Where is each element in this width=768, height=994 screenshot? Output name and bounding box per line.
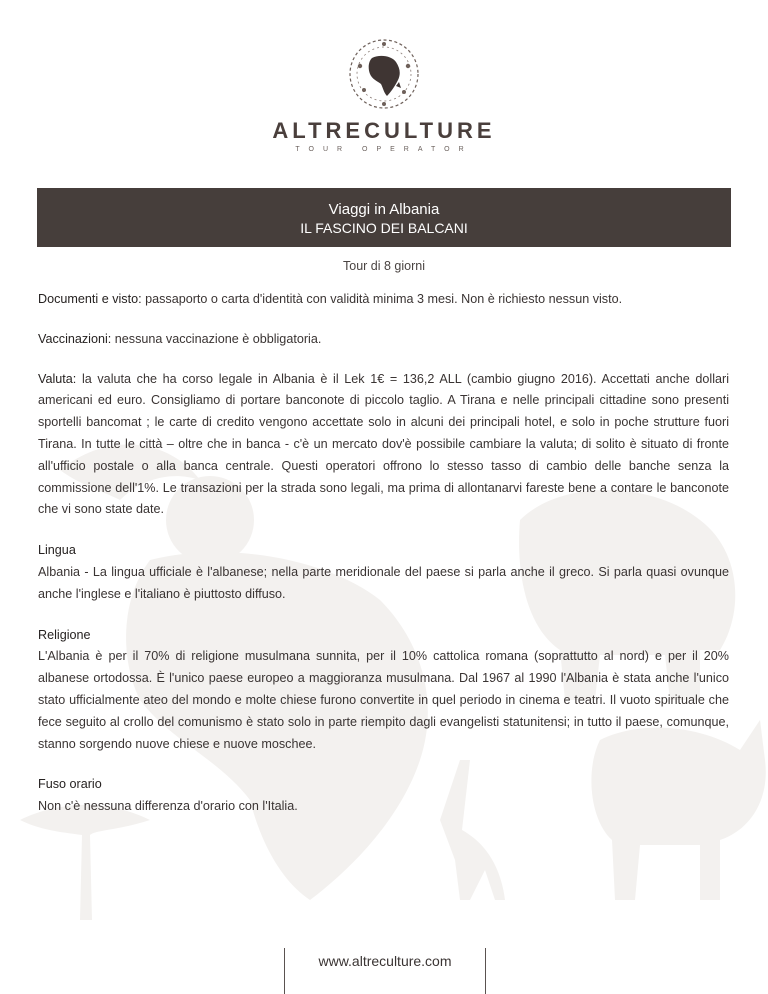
footer-divider-right — [485, 948, 486, 994]
document-body — [38, 289, 729, 818]
vaccinations-section — [38, 329, 729, 351]
vaccinations-label: Vaccinazioni: — [38, 331, 112, 346]
language-text: Albania - La lingua ufficiale è l'albanese; nella parte meridionale del paese si parla anche il greco. Si parla quasi ovunque anche l'inglese e l'italiano è piuttosto diffuso. — [38, 564, 729, 601]
page-subtitle: IL FASCINO DEI BALCANI — [300, 220, 468, 236]
tour-duration: Tour di 8 giorni — [343, 259, 425, 273]
language-heading: Lingua — [38, 543, 76, 558]
page-title: Viaggi in Albania — [328, 201, 440, 218]
vaccinations-text: nessuna vaccinazione è obbligatoria. — [114, 331, 322, 346]
africa-globe-logo-icon — [346, 36, 422, 112]
logo — [0, 36, 768, 153]
currency-section — [38, 369, 729, 522]
documents-label: Documenti e visto: — [38, 292, 142, 306]
currency-text: la valuta che ha corso legale in Albania è il Lek 1€ = 136,2 ALL (cambio giugno 2016). Accettati anche dollari americani ed euro. Consigliamo di portare banconote di piccolo taglio. A Tirana e nelle principali cittadine sono presenti sportelli bancomat ; le carte di credito vengono accettate solo in alcuni dei principali hotel, e solo in poche strutture fuori Tirana. In tutte le città – oltre che in banca - c'è un mercato dov'è possibile cambiare la valuta; di solito è situato di fronte all'ufficio postale o alla banca centrale. Questi operatori offrono lo stesso tasso di cambio delle banche senza la commissione dell'1%. Le transazioni per la strada sono legali, ma prima di allontanarvi fareste bene a contare le banconote che vi sono state date. — [38, 371, 730, 517]
religion-text: L'Albania è per il 70% di religione musulmana sunnita, per il 10% cattolica romana (soprattutto al nord) e per il 20% albanese ortodossa. È l'unico paese europeo a maggioranza musulmana. Dal 1967 al 1990 l'Albania è stata anche l'unico stato ufficialmente ateo del mondo e molte chiese furono convertite in quel periodo in cinema e teatri. Il vuoto spirituale che fece seguito al crollo del comunismo è stato solo in parte riempito dagli evangelisti statunitensi; in tutto il paese, comunque, stanno sorgendo nuove chiese e nuove moschee. — [38, 649, 729, 751]
documents-text: passaporto o carta d'identità con validità minima 3 mesi. Non è richiesto nessun visto. — [145, 292, 623, 306]
documents-section — [38, 289, 729, 311]
brand-tagline: TOUR OPERATOR — [295, 146, 473, 153]
brand-name: ALTRECULTURE — [272, 118, 496, 143]
religion-heading: Religione — [38, 627, 91, 642]
currency-label: Valuta: — [38, 371, 77, 386]
timezone-heading: Fuso orario — [38, 777, 102, 792]
timezone-text: Non c'è nessuna differenza d'orario con l'Italia. — [38, 799, 298, 814]
watermark-tree — [20, 805, 150, 920]
title-banner — [37, 188, 731, 247]
footer-website-link[interactable]: www.altreculture.com — [318, 953, 452, 969]
